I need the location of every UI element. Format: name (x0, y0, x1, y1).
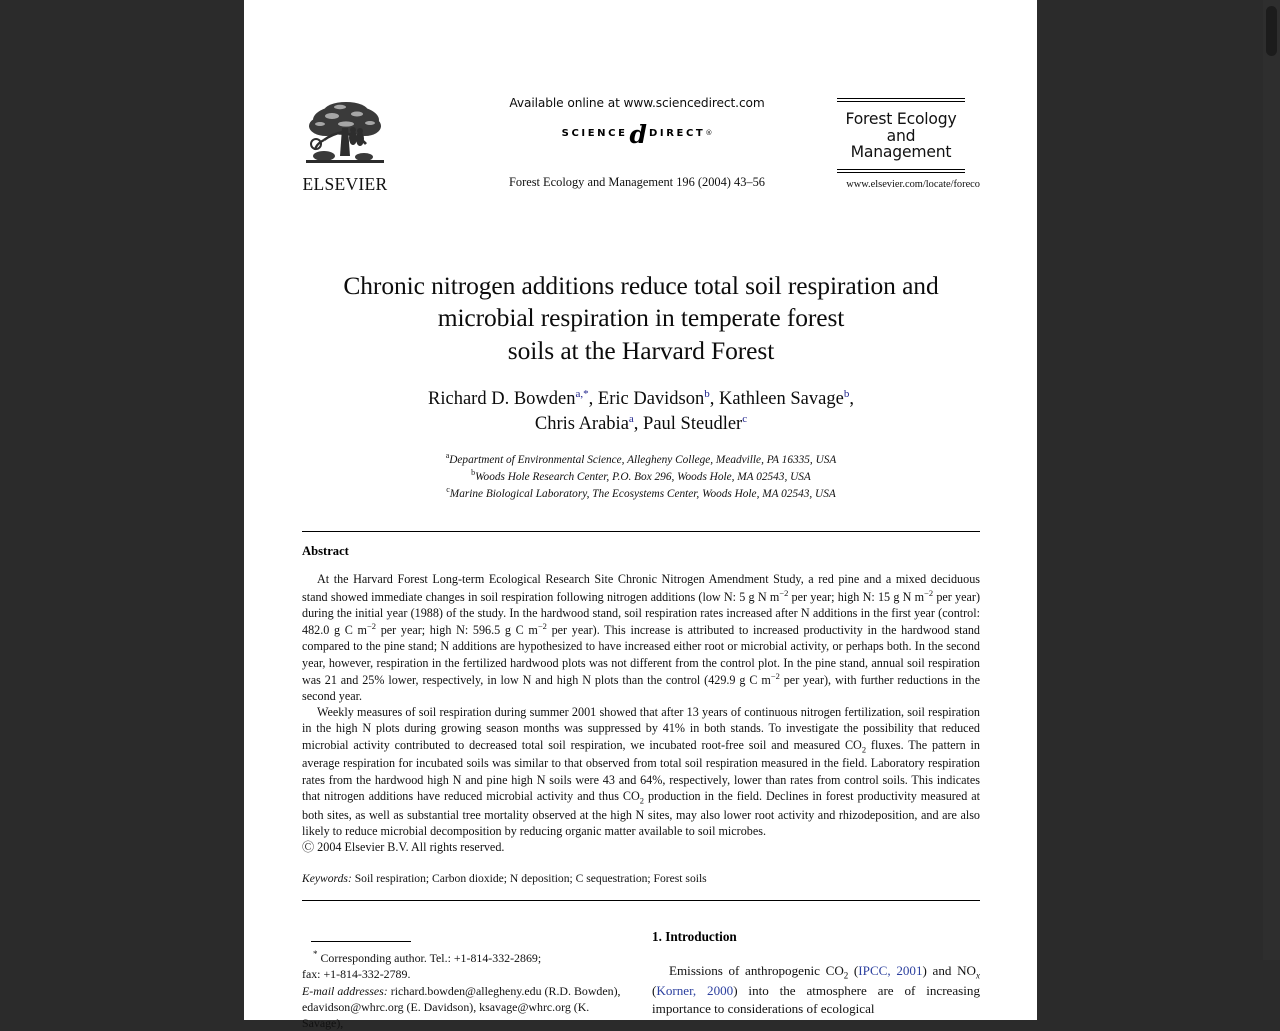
citation-link[interactable]: Korner, 2000 (656, 983, 734, 999)
author-affil-marker[interactable]: a,* (575, 388, 589, 401)
author-line-2: Chris Arabia$^a$, Paul Steudler$^c$ (534, 412, 748, 435)
abstract-text: per year) during the initial year (1988) of the study. In the hardwood stand, soil respiration rates increased after N additions in the first year (control: 482.0 g C m (302, 589, 980, 638)
elsevier-tree-icon (302, 98, 388, 172)
affiliation-marker: a (445, 450, 450, 460)
journal-citation-line: Forest Ecology and Management 196 (2004) 43–56 (508, 175, 766, 189)
author-list (302, 387, 980, 437)
affiliation-list (302, 451, 980, 503)
affiliation-marker: c (446, 485, 450, 495)
masthead (302, 96, 980, 226)
body-text: ) and NO (922, 963, 976, 979)
sciencedirect-right-word: DIRECT (649, 127, 706, 139)
abstract-text: per year; high N: 15 g N m (788, 589, 925, 604)
citation-link[interactable]: IPCC, 2001 (858, 963, 923, 979)
abstract-rule-bottom (302, 900, 980, 901)
affiliation-item (302, 451, 980, 468)
abstract-text: production in the field. Declines in forest productivity measured at both sites, as well as substantial tree mortality observed at the high N sites, may also lower root activity and rhizodeposition, and are also likely to reduce microbial decomposition by reducing organic matter available to soil microbes. (302, 788, 980, 838)
abstract-text: fluxes. The pattern in average respiration for incubated soils was similar to that observed from total soil respiration measured in the field. Laboratory respiration rates from the hardwood high N and pine high N soils were 43 and 64%, respectively, lower than rates from control soils. This indicates that nitrogen additions have reduced microbial activity and thus CO (302, 737, 980, 803)
author-name: Richard D. Bowden (428, 389, 576, 410)
sciencedirect-block (452, 96, 822, 190)
author-name: Kathleen Savage (719, 389, 844, 410)
author-affil-marker[interactable]: b (704, 388, 710, 401)
chemical-subscript: x (976, 970, 980, 981)
unit-exponent: −2 (537, 621, 547, 632)
abstract-text: At the Harvard Forest Long-term Ecological Research Site Chronic Nitrogen Amendment Study, a red pine and a mixed deciduous stand showed immediate changes in soil respiration following nitrogen additions (low N: 5 g N m (302, 572, 980, 604)
author-affil-marker[interactable]: c (742, 412, 748, 425)
journal-homepage-url[interactable]: www.elsevier.com/locate/foreco (846, 179, 980, 191)
chemical-subscript: 2 (861, 744, 867, 755)
corresponding-author-marker: * (313, 949, 318, 960)
affiliation-text: Department of Environmental Science, Allegheny College, Meadville, PA 16335, USA (449, 453, 837, 466)
affiliation-item (302, 468, 980, 485)
sciencedirect-logo (452, 119, 822, 149)
journal-title (822, 102, 980, 169)
abstract-text: per year). This increase is attributed to increased productivity in the hardwood stand compared to the pine stand; N additions are hypothesized to have increased either root or microbial activity, or perhaps both. In the second year, however, respiration in the fertilized hardwood plots was not different from the control plot. In the pine stand, annual soil respiration was 21 and 25% lower, respectively, in low N and high N plots than the control (429.9 g C m (302, 623, 980, 687)
journal-title-line-1: Forest Ecology (845, 110, 957, 128)
article-title-line-3: soils at the Harvard Forest (507, 335, 775, 365)
footnote-line-2: fax: +1-814-332-2789. (302, 967, 411, 982)
elsevier-wordmark: ELSEVIER (302, 174, 388, 194)
sciencedirect-left-word: SCIENCE (561, 127, 628, 139)
journal-masthead (822, 98, 980, 190)
author-line-1: Richard D. Bowden$^{a,*}$, Eric Davidson$^b$, Kathleen Savage$^b$, (428, 388, 854, 410)
introduction-body (652, 962, 980, 1018)
abstract-paragraph-1 (302, 571, 980, 704)
keywords-label: Keywords: (302, 872, 352, 886)
author-name: Chris Arabia (534, 414, 629, 435)
article-title-line-1: Chronic nitrogen additions reduce total soil respiration and (343, 271, 939, 300)
unit-exponent: −2 (924, 587, 934, 598)
copyright-line: Ⓒ 2004 Elsevier B.V. All rights reserved. (302, 840, 505, 855)
keywords-value: Soil respiration; Carbon dioxide; N deposition; C sequestration; Forest soils (354, 872, 707, 886)
journal-title-line-2: and (886, 126, 916, 145)
abstract-rule-top (302, 531, 980, 532)
affiliation-text: Woods Hole Research Center, P.O. Box 296, Woods Hole, MA 02543, USA (475, 470, 811, 483)
body-text: ( (848, 963, 859, 979)
author-name: Paul Steudler (643, 414, 743, 435)
chemical-subscript: 2 (639, 795, 645, 806)
body-text: ) into the atmosphere are of increasing importance to considerations of ecological (652, 983, 981, 1017)
chemical-subscript: 2 (843, 970, 849, 981)
introduction-paragraph-1 (652, 962, 980, 1018)
abstract-paragraph-2 (302, 704, 980, 839)
abstract-text: per year), with further reductions in the second year. (302, 672, 980, 703)
body-text: Emissions of anthropogenic CO (669, 963, 844, 979)
elsevier-logo (302, 98, 388, 195)
journal-title-line-3: Management (850, 143, 952, 162)
section-heading-introduction: 1. Introduction (652, 929, 737, 945)
author-name: Eric Davidson (597, 389, 705, 410)
right-column (652, 929, 980, 1031)
author-affil-marker[interactable]: b (843, 388, 850, 401)
masthead-rule-bottom (837, 169, 965, 173)
footnote-line-1 (302, 948, 630, 966)
sciencedirect-at-glyph: d (629, 119, 647, 149)
page-content (302, 0, 980, 1031)
abstract-heading: Abstract (302, 544, 349, 559)
affiliation-marker: b (471, 467, 476, 477)
available-online-text: Available online at www.sciencedirect.com (509, 96, 765, 110)
abstract-text: per year; high N: 596.5 g C m (376, 623, 538, 638)
email-addresses-label: E-mail addresses: (302, 983, 388, 998)
body-text: ( (652, 983, 657, 999)
unit-exponent: −2 (779, 587, 789, 598)
article-title-line-2: microbial respiration in temperate forest (437, 303, 845, 333)
left-column (302, 929, 630, 1031)
body-columns (302, 929, 980, 1031)
footnote-text: Corresponding author. Tel.: +1-814-332-2869; (320, 951, 542, 966)
author-affil-marker[interactable]: a (628, 412, 634, 425)
vertical-scrollbar[interactable] (1263, 0, 1280, 960)
article-title (302, 270, 980, 367)
document-page (244, 0, 1037, 1030)
keywords-line (302, 872, 980, 885)
footnote-separator (311, 941, 411, 942)
corresponding-author-footnote (302, 948, 630, 1031)
abstract-text: Weekly measures of soil respiration during summer 2001 showed that after 13 years of continuous nitrogen fertilization, soil respiration in the high N plots during growing season months was suppressed by 41% in both stands. To investigate the possibility that reduced microbial activity contributed to decreased total soil respiration, we incubated root-free soil and measured CO (302, 705, 980, 752)
abstract-body (302, 571, 980, 855)
affiliation-text: Marine Biological Laboratory, The Ecosystems Center, Woods Hole, MA 02543, USA (449, 487, 836, 500)
scrollbar-thumb[interactable] (1266, 6, 1277, 56)
registered-mark-icon: ® (705, 129, 713, 137)
unit-exponent: −2 (770, 670, 780, 681)
unit-exponent: −2 (366, 621, 377, 632)
email-line-2[interactable]: edavidson@whrc.org (E. Davidson), ksavage@whrc.org (K. Savage), (302, 999, 590, 1030)
email-line-1[interactable]: richard.bowden@allegheny.edu (R.D. Bowden), (390, 983, 621, 998)
affiliation-item (302, 485, 980, 502)
